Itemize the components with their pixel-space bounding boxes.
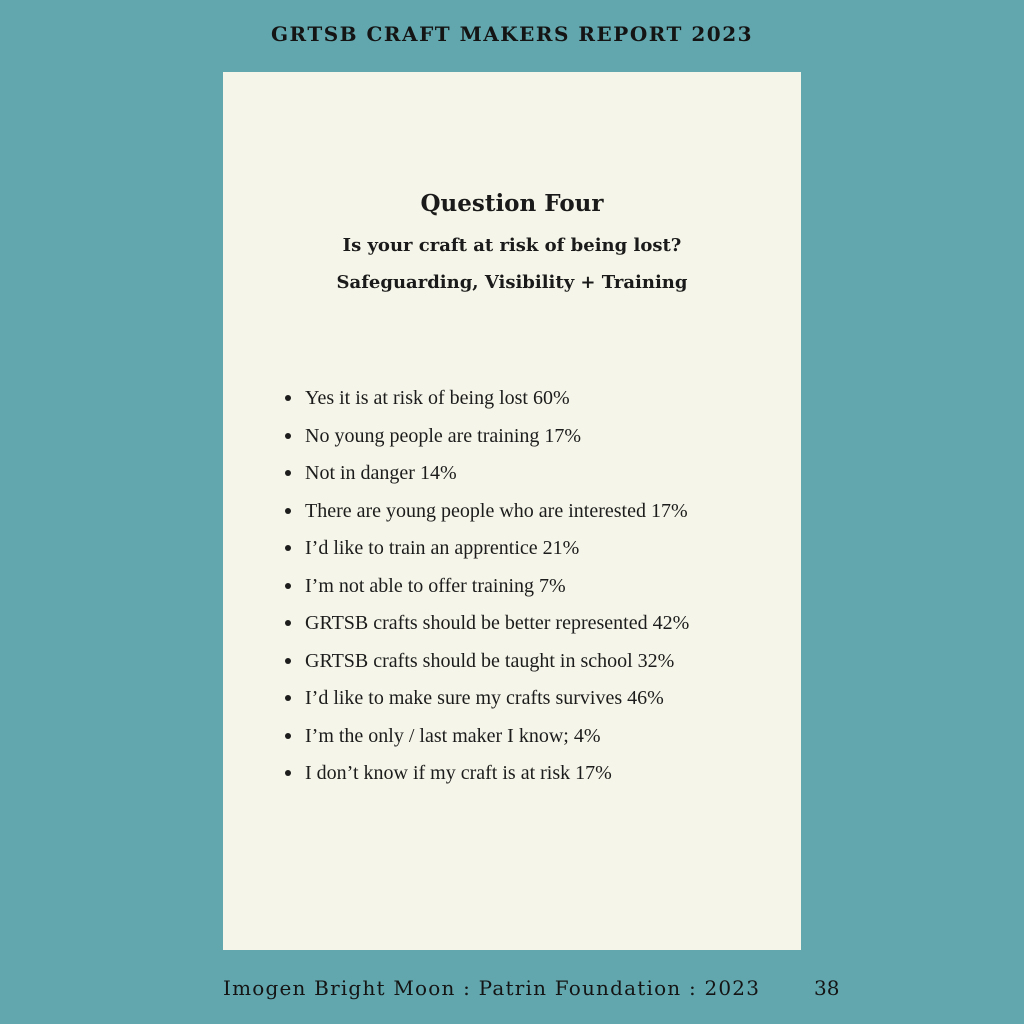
answer-text: GRTSB crafts should be taught in school 32% <box>305 649 675 672</box>
bullet-icon <box>285 470 291 476</box>
list-item <box>285 685 689 723</box>
answer-text: I’m the only / last maker I know; 4% <box>305 724 601 747</box>
list-item <box>285 648 689 686</box>
bullet-icon <box>285 433 291 439</box>
answer-text: I’m not able to offer training 7% <box>305 574 566 597</box>
answer-text: GRTSB crafts should be better represented 42% <box>305 612 690 634</box>
list-item <box>285 385 689 423</box>
bullet-icon <box>285 545 291 551</box>
bullet-icon <box>285 733 291 739</box>
page-number: 38 <box>814 976 840 1000</box>
report-header: GRTSB CRAFT MAKERS REPORT 2023 <box>270 22 754 46</box>
list-item <box>285 535 689 573</box>
bullet-icon <box>285 770 291 776</box>
list-item <box>285 423 689 461</box>
list-item <box>285 498 689 536</box>
list-item <box>285 723 689 761</box>
question-subtitle: Is your craft at risk of being lost? <box>342 235 682 256</box>
question-title: Question Four <box>420 190 604 217</box>
list-item <box>285 610 689 648</box>
answer-list <box>285 385 689 798</box>
bullet-icon <box>285 395 291 401</box>
answer-text: No young people are training 17% <box>305 424 582 447</box>
bullet-icon <box>285 620 291 626</box>
answer-text: Not in danger 14% <box>305 462 457 484</box>
list-item <box>285 460 689 498</box>
bullet-icon <box>285 508 291 514</box>
answer-text: I’d like to train an apprentice 21% <box>305 537 580 559</box>
bullet-icon <box>285 583 291 589</box>
list-item <box>285 573 689 611</box>
question-subtitle-topics: Safeguarding, Visibility + Training <box>336 272 688 293</box>
list-item <box>285 760 689 798</box>
answer-text: Yes it is at risk of being lost 60% <box>305 387 570 409</box>
answer-text: There are young people who are interested 17% <box>305 499 688 522</box>
bullet-icon <box>285 658 291 664</box>
answer-text: I’d like to make sure my crafts survives 46% <box>305 687 664 709</box>
answer-text: I don’t know if my craft is at risk 17% <box>305 762 612 784</box>
bullet-icon <box>285 695 291 701</box>
page-card <box>223 72 801 950</box>
footer-credit: Imogen Bright Moon : Patrin Foundation : 2023 <box>223 976 761 1000</box>
